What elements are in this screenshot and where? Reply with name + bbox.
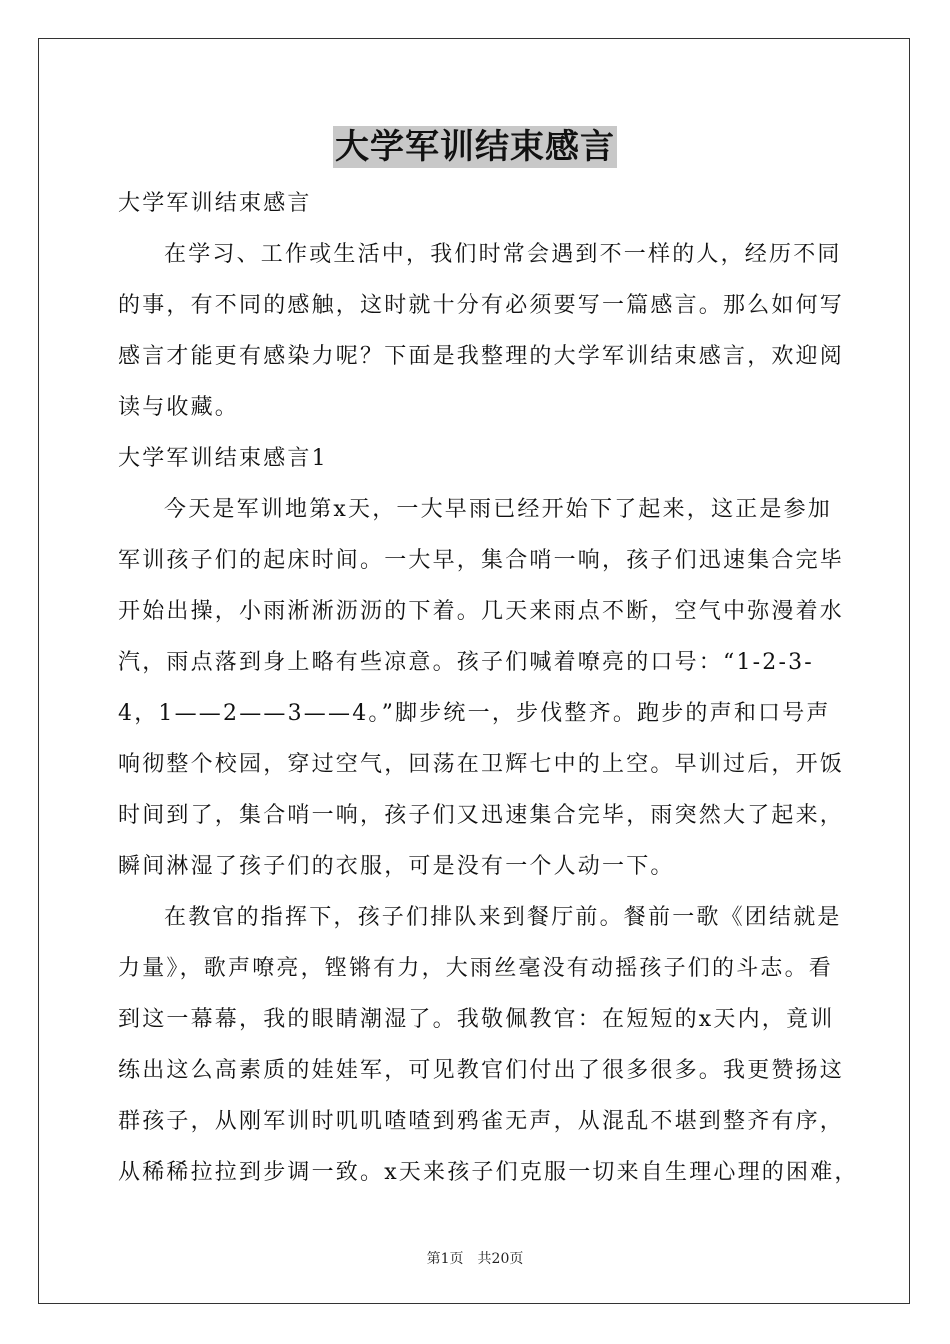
paragraph-line: 感言才能更有感染力呢？下面是我整理的大学军训结束感言，欢迎阅 — [118, 344, 845, 369]
paragraph-line: 群孩子，从刚军训时叽叽喳喳到鸦雀无声，从混乱不堪到整齐有序， — [118, 1109, 845, 1134]
title-container — [0, 126, 950, 168]
paragraph-line: 的事，有不同的感触，这时就十分有必须要写一篇感言。那么如何写 — [118, 293, 845, 318]
paragraph-line: 从稀稀拉拉到步调一致。x天来孩子们克服一切来自生理心理的困难， — [118, 1160, 859, 1185]
paragraph-line: 汽，雨点落到身上略有些凉意。孩子们喊着嘹亮的口号：“1-2-3- — [118, 650, 814, 675]
paragraph-line: 力量》，歌声嘹亮，铿锵有力，大雨丝毫没有动摇孩子们的斗志。看 — [118, 956, 834, 981]
section-heading: 大学军训结束感言1 — [118, 446, 328, 471]
page-footer: 第1页 共20页 — [426, 1251, 524, 1267]
paragraph-line: 响彻整个校园，穿过空气，回荡在卫辉七中的上空。早训过后，开饭 — [118, 752, 845, 777]
paragraph-line: 练出这么高素质的娃娃军，可见教官们付出了很多很多。我更赞扬这 — [118, 1058, 845, 1083]
paragraph-line: 军训孩子们的起床时间。一大早，集合哨一响，孩子们迅速集合完毕 — [118, 548, 845, 573]
paragraph-line: 在教官的指挥下，孩子们排队来到餐厅前。餐前一歌《团结就是 — [164, 905, 842, 930]
paragraph-line: 在学习、工作或生活中，我们时常会遇到不一样的人，经历不同 — [164, 242, 842, 267]
paragraph-line: 到这一幕幕，我的眼睛潮湿了。我敬佩教官：在短短的x天内，竟训 — [118, 1007, 835, 1032]
paragraph-line: 读与收藏。 — [118, 395, 240, 420]
subtitle-line: 大学军训结束感言 — [118, 191, 312, 216]
paragraph-line: 4，1——2——3——4。”脚步统一，步伐整齐。跑步的声和口号声 — [118, 701, 831, 726]
paragraph-line: 瞬间淋湿了孩子们的衣服，可是没有一个人动一下。 — [118, 854, 675, 879]
paragraph-line: 开始出操，小雨淅淅沥沥的下着。几天来雨点不断，空气中弥漫着水 — [118, 599, 845, 624]
document-body — [118, 178, 859, 1198]
paragraph-line: 时间到了，集合哨一响，孩子们又迅速集合完毕，雨突然大了起来， — [118, 803, 845, 828]
document-title: 大学军训结束感言 — [335, 127, 615, 167]
paragraph-line: 今天是军训地第x天，一大早雨已经开始下了起来，这正是参加 — [164, 497, 833, 522]
